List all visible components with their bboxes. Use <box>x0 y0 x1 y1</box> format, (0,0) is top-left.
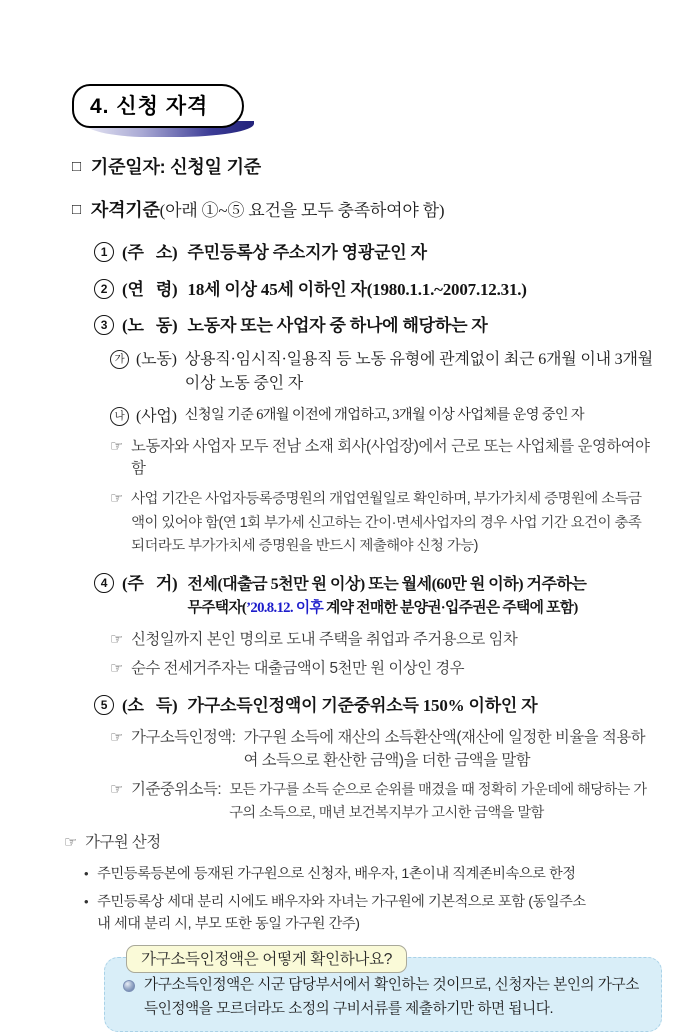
base-date-text: 기준일자: 신청일 기준 <box>90 157 261 177</box>
income-definition: 가구원 소득에 재산의 소득환산액(재산에 일정한 비율을 적용하여 소득으로 환산한 금액)을 더한 금액을 말함 <box>243 728 646 769</box>
income-note-recognized <box>110 727 654 773</box>
housing-line1: 전세(대출금 5천만 원 이상) 또는 월세(60만 원 이하) 거주하는 <box>187 576 587 594</box>
criteria-heading-line <box>72 197 654 224</box>
labor-sub-label: (노동) <box>136 350 177 368</box>
criterion-income <box>94 693 654 719</box>
criterion-labor <box>94 313 654 339</box>
base-date-line <box>72 154 654 181</box>
criteria-heading <box>91 197 654 224</box>
household-bullet-text: 주민등록상 세대 분리 시에도 배우자와 자녀는 가구원에 기본적으로 포함 (동일주소 내 세대 분리 시, 부모 또한 동일 가구원 간주) <box>97 894 586 933</box>
criteria-heading-bold: 자격기준 <box>90 200 160 220</box>
labor-sub-text: 상용직·임시직·일용직 등 노동 유형에 관계없이 최근 6개월 이내 3개월 이상 노동 중인 자 <box>184 350 653 392</box>
criterion-housing <box>94 571 654 619</box>
criterion-address <box>94 240 654 266</box>
dot-bullet-icon: • <box>84 866 89 882</box>
household-heading <box>64 832 654 855</box>
criterion-text: 노동자 또는 사업자 중 하나에 해당하는 자 <box>187 316 488 335</box>
circled-number-3-icon: 3 <box>94 315 114 335</box>
labor-sub-worker <box>110 348 654 396</box>
criterion-label: (노 동) <box>122 316 178 335</box>
criteria-paren-post: 충족하여야 함) <box>333 201 445 220</box>
income-term: 기준중위소득: <box>131 780 222 798</box>
finger-icon: ☞ <box>110 437 124 455</box>
housing-line2-pre: 무주택자( <box>187 600 247 617</box>
sphere-bullet-icon <box>123 980 135 992</box>
labor-sub-label: (사업) <box>136 407 177 425</box>
criterion-text: 주민등록상 주소지가 영광군인 자 <box>187 243 427 262</box>
housing-note-jeonse <box>110 658 654 681</box>
criterion-text <box>188 571 654 619</box>
housing-note-text: 신청일까지 본인 명의로 도내 주택을 취업과 주거용으로 임차 <box>131 630 518 648</box>
criterion-label: (주 거) <box>122 574 178 594</box>
circled-number-5-icon: 5 <box>94 695 114 715</box>
finger-icon: ☞ <box>110 780 124 798</box>
criterion-text: 가구소득인정액이 기준중위소득 150% 이하인 자 <box>187 696 538 716</box>
finger-icon: ☞ <box>64 834 78 852</box>
housing-line2 <box>188 597 654 619</box>
income-note-median <box>110 779 654 824</box>
criterion-age <box>94 277 654 303</box>
finger-icon: ☞ <box>110 490 124 508</box>
criterion-text: 18세 이상 45세 이하인 자(1980.1.1.~2007.12.31.) <box>187 279 527 299</box>
circled-na-icon: 나 <box>110 407 129 426</box>
finger-icon: ☞ <box>110 630 124 648</box>
labor-note-text: 노동자와 사업자 모두 전남 소재 회사(사업장)에서 근로 또는 사업체를 운영하여야 함 <box>131 437 650 478</box>
housing-date-highlight: ’20.8.12. 이후 <box>246 600 324 617</box>
circled-number-4-icon: 4 <box>94 573 114 593</box>
criterion-label: (소 득) <box>122 696 178 716</box>
household-bullet <box>84 863 654 885</box>
qa-question-label: 가구소득인정액은 어떻게 확인하나요? <box>126 945 407 973</box>
circled-number-2-icon: 2 <box>94 279 114 299</box>
qa-answer-text: 가구소득인정액은 시군 담당부서에서 확인하는 것이므로, 신청자는 본인의 가구소득인정액을 모르더라도 소정의 구비서류를 제출하기만 하면 됩니다. <box>144 977 639 1017</box>
housing-note-text: 순수 전세거주자는 대출금액이 5천만 원 이상인 경우 <box>131 660 465 678</box>
circled-ga-icon: 가 <box>110 350 129 369</box>
square-bullet-icon: □ <box>72 201 81 218</box>
household-heading-text: 가구원 산정 <box>85 834 161 852</box>
criterion-label: (연 령) <box>122 279 178 299</box>
labor-note-text: 사업 기간은 사업자등록증명원의 개업연월일로 확인하며, 부가가치세 증명원에 소득금액이 있어야 함(연 1회 부가세 신고하는 간이·면세사업자의 경우 사업 기간 요건이 충족되더라도 부가가치세 증명원을 반드시 제출해야 신청 가능) <box>131 491 642 555</box>
household-bullet <box>84 891 654 935</box>
section-title: 4. 신청 자격 <box>72 84 244 128</box>
criteria-paren-pre: (아래 ①~⑤ 요건을 <box>159 201 301 220</box>
square-bullet-icon: □ <box>72 158 81 175</box>
income-term: 가구소득인정액: <box>131 728 236 746</box>
labor-note-location <box>110 436 654 482</box>
labor-sub-business <box>110 405 654 429</box>
household-bullet-text: 주민등록등본에 등재된 가구원으로 신청자, 배우자, 1촌이내 직계존비속으로 한정 <box>97 866 576 883</box>
labor-sub-text: 신청일 기준 6개월 이전에 개업하고, 3개월 이상 사업체를 운영 중인 자 <box>184 406 585 423</box>
labor-note-period <box>110 488 654 558</box>
income-definition: 모든 가구를 소득 순으로 순위를 매겼을 때 정확히 가운데에 해당하는 가구의 소득으로, 매년 보건복지부가 고시한 금액을 말함 <box>229 781 647 821</box>
qa-answer-line <box>119 974 647 1021</box>
criterion-label: (주 소) <box>122 243 178 262</box>
housing-note-lease <box>110 629 654 652</box>
qa-box <box>104 951 662 1032</box>
finger-icon: ☞ <box>110 660 124 678</box>
section-title-box <box>72 84 244 128</box>
criteria-emphasized-word: 모두 <box>300 201 334 220</box>
circled-number-1-icon: 1 <box>94 242 114 262</box>
housing-line2-post: 계약 전매한 분양권·입주권은 주택에 포함) <box>323 600 578 617</box>
finger-icon: ☞ <box>110 728 124 746</box>
dot-bullet-icon: • <box>84 894 89 910</box>
